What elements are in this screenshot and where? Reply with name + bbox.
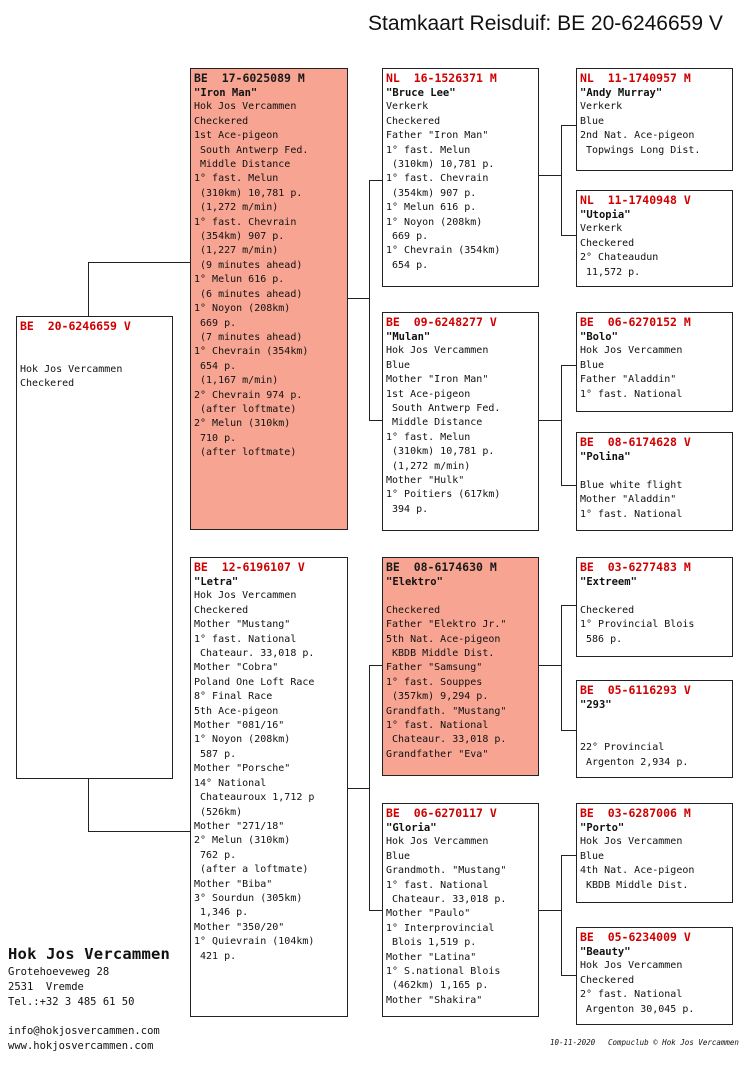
pigeon-name: "Letra"	[194, 576, 239, 588]
pedigree-line: South Antwerp Fed.	[194, 144, 309, 156]
pedigree-line: 654 p.	[386, 259, 429, 271]
ring-number: BE 20-6246659 V	[20, 319, 131, 333]
pedigree-line: 1° Noyon (208km)	[386, 216, 483, 228]
pedigree-line: Mother "Iron Man"	[386, 374, 489, 386]
pedigree-line: 2° Chevrain 974 p.	[194, 389, 303, 401]
pedigree-line: 1° Melun 616 p.	[386, 202, 477, 214]
pedigree-line: (1,227 m/min)	[194, 245, 279, 257]
pedigree-line: (1,167 m/min)	[194, 375, 279, 387]
pedigree-box-fmf	[576, 312, 733, 412]
ring-number: BE 03-6277483 M	[580, 560, 691, 574]
pedigree-line	[580, 464, 729, 478]
pedigree-line: Mother "Paulo"	[386, 908, 471, 920]
connector-mother-out	[347, 788, 369, 789]
connector-mm-out	[538, 910, 561, 911]
connector-mf-bottom	[561, 730, 577, 731]
pedigree-line: Checkered	[386, 604, 441, 616]
pedigree-line: (526km)	[194, 806, 243, 818]
pedigree-line: 1° Provincial Blois	[580, 619, 695, 631]
connector-mm-top	[561, 855, 577, 856]
pedigree-box-father	[190, 68, 348, 530]
pedigree-line: (310km) 10,781 p.	[194, 187, 303, 199]
ring-number: BE 08-6174630 M	[386, 560, 497, 574]
pedigree-box-mother-mother	[382, 803, 539, 1017]
pigeon-name: "Extreem"	[580, 576, 637, 588]
pedigree-line: (354km) 907 p.	[386, 187, 477, 199]
copyright-credit: Compuclub © Hok Jos Vercammen	[608, 1038, 739, 1047]
pedigree-line: Mother "350/20"	[194, 921, 285, 933]
pedigree-line: 1° fast. Chevrain	[386, 173, 489, 185]
pedigree-line: Hok Jos Vercammen	[580, 345, 683, 357]
pedigree-line: 2° Chateaudun	[580, 252, 659, 264]
pedigree-line: 1° Interprovincial	[386, 922, 495, 934]
pedigree-line: 1,346 p.	[194, 907, 249, 919]
pedigree-line: 394 p.	[386, 503, 429, 515]
pedigree-line: KBDB Middle Dist.	[386, 648, 495, 660]
pedigree-line: 2° fast. National	[580, 989, 683, 1001]
pigeon-name: "Gloria"	[386, 822, 437, 834]
connector-subject-to-mother	[88, 831, 191, 832]
email-link[interactable]: info@hokjosvercammen.com	[8, 1025, 160, 1037]
pedigree-line: Father "Elektro Jr."	[386, 619, 507, 631]
pigeon-name: "Bolo"	[580, 331, 618, 343]
connector-fm-out	[538, 420, 561, 421]
pedigree-line: 1° S.national Blois	[386, 966, 501, 978]
pedigree-line: 4th Nat. Ace-pigeon	[580, 865, 695, 877]
connector-father-out	[347, 298, 369, 299]
ring-number: BE 08-6174628 V	[580, 435, 691, 449]
pigeon-name	[20, 334, 169, 348]
pedigree-line: (1,272 m/min)	[386, 460, 471, 472]
pedigree-line: Checkered	[580, 237, 635, 249]
pedigree-line: KBDB Middle Dist.	[580, 879, 689, 891]
pigeon-name: "Iron Man"	[194, 87, 258, 99]
connector-ff-vertical	[561, 125, 562, 235]
pedigree-line: (310km) 10,781 p.	[386, 159, 495, 171]
pedigree-line: 1° fast. Souppes	[386, 676, 483, 688]
pedigree-box-subject	[16, 316, 173, 779]
pedigree-line: 587 p.	[194, 748, 237, 760]
loft-name: Hok Jos Vercammen	[8, 945, 171, 963]
pedigree-line	[580, 589, 729, 603]
connector-fm-top	[561, 365, 577, 366]
pedigree-line: Mother "Shakira"	[386, 994, 483, 1006]
address-street: Grotehoeveweg 28	[8, 966, 110, 978]
pedigree-line: Hok Jos Vercammen	[194, 590, 297, 602]
connector-subject-to-father	[88, 262, 191, 263]
pedigree-line: 1° fast. National	[194, 633, 297, 645]
pedigree-line: Checkered	[194, 115, 249, 127]
pigeon-name: "Utopia"	[580, 209, 631, 221]
pedigree-line: Mother "Latina"	[386, 951, 477, 963]
pedigree-line: Blue	[580, 850, 605, 862]
website-link[interactable]: www.hokjosvercammen.com	[8, 1040, 154, 1052]
connector-fm-vertical	[561, 365, 562, 485]
pedigree-line: 22° Provincial	[580, 742, 665, 754]
pedigree-line: 1° fast. Melun	[386, 431, 471, 443]
pedigree-line: Mother "Mustang"	[194, 619, 291, 631]
pedigree-line: 1° Noyon (208km)	[194, 303, 291, 315]
pedigree-line: Mother "Aladdin"	[580, 494, 677, 506]
pedigree-line: 421 p.	[194, 950, 237, 962]
pedigree-line: 14° National	[194, 777, 267, 789]
pedigree-line: Chateaur. 33,018 p.	[386, 894, 507, 906]
pedigree-line: (354km) 907 p.	[194, 231, 285, 243]
pedigree-box-mmm	[576, 927, 733, 1025]
pedigree-line: (9 minutes ahead)	[194, 259, 303, 271]
pedigree-line: (310km) 10,781 p.	[386, 446, 495, 458]
pedigree-line: 2° Melun (310km)	[194, 418, 291, 430]
pedigree-line: Verkerk	[580, 223, 623, 235]
pedigree-line: Mother "Porsche"	[194, 763, 291, 775]
pedigree-line: 1° Poitiers (617km)	[386, 489, 501, 501]
pedigree-line: Blois 1,519 p.	[386, 937, 477, 949]
pedigree-line: Hok Jos Vercammen	[386, 345, 489, 357]
pedigree-line: (after loftmate)	[194, 447, 297, 459]
pedigree-box-father-father	[382, 68, 539, 287]
pedigree-line: Hok Jos Vercammen	[580, 836, 683, 848]
connector-mother-top	[369, 665, 383, 666]
pedigree-box-ffm	[576, 190, 733, 287]
pedigree-line: 1° fast. Chevrain	[194, 216, 297, 228]
pedigree-line: Grandfath. "Mustang"	[386, 705, 507, 717]
pedigree-box-fff	[576, 68, 733, 171]
pedigree-line: 1° fast. Melun	[386, 144, 471, 156]
ring-number: NL 11-1740957 M	[580, 71, 691, 85]
pedigree-line: (357km) 9,294 p.	[386, 691, 489, 703]
pedigree-line: Middle Distance	[386, 417, 483, 429]
pedigree-line: Argenton 30,045 p.	[580, 1003, 695, 1015]
connector-mother-vertical	[369, 665, 370, 910]
connector-father-vertical	[369, 180, 370, 420]
pedigree-line	[386, 589, 535, 603]
phone-number: Tel.:+32 3 485 61 50	[8, 996, 135, 1008]
pedigree-line	[580, 712, 729, 726]
pedigree-line: 586 p.	[580, 633, 623, 645]
pigeon-name: "Elektro"	[386, 576, 443, 588]
pedigree-line: 762 p.	[194, 849, 237, 861]
pigeon-name: "293"	[580, 699, 612, 711]
pedigree-line: Mother "Cobra"	[194, 662, 279, 674]
pedigree-line: Hok Jos Vercammen	[580, 960, 683, 972]
pedigree-line: Middle Distance	[194, 159, 291, 171]
pedigree-line: (after loftmate)	[194, 403, 297, 415]
connector-fm-bottom	[561, 485, 577, 486]
pedigree-line: Blue white flight	[580, 479, 683, 491]
pedigree-line: Mother "Biba"	[194, 878, 273, 890]
connector-ff-out	[538, 175, 561, 176]
pedigree-line: 1° fast. National	[580, 388, 683, 400]
pedigree-line: 1° Noyon (208km)	[194, 734, 291, 746]
ring-number: BE 06-6270117 V	[386, 806, 497, 820]
connector-mf-out	[538, 665, 561, 666]
pedigree-line: (6 minutes ahead)	[194, 288, 303, 300]
pedigree-line: Verkerk	[386, 101, 429, 113]
pedigree-line: 1° Chevrain (354km)	[386, 245, 501, 257]
pedigree-line: 1° Chevrain (354km)	[194, 346, 309, 358]
connector-father-top	[369, 180, 383, 181]
pigeon-name: "Mulan"	[386, 331, 431, 343]
address-city: 2531 Vremde	[8, 981, 84, 993]
ring-number: BE 17-6025089 M	[194, 71, 305, 85]
ring-number: BE 09-6248277 V	[386, 315, 497, 329]
ring-number: NL 11-1740948 V	[580, 193, 691, 207]
pedigree-line: 1° fast. National	[386, 879, 489, 891]
pedigree-line: Hok Jos Vercammen	[386, 836, 489, 848]
pedigree-box-mfm	[576, 680, 733, 778]
pedigree-line: 1st Ace-pigeon	[386, 388, 471, 400]
pedigree-line: Verkerk	[580, 101, 623, 113]
pedigree-line: Blue	[580, 115, 605, 127]
pedigree-line: Poland One Loft Race	[194, 676, 315, 688]
pedigree-line: 669 p.	[194, 317, 237, 329]
pedigree-line: Chateaur. 33,018 p.	[194, 648, 315, 660]
connector-subject-vertical-low	[88, 778, 89, 832]
pedigree-line: Hok Jos Vercammen	[194, 101, 297, 113]
ring-number: BE 03-6287006 M	[580, 806, 691, 820]
pedigree-box-mother	[190, 557, 348, 1017]
pedigree-line: Chateaur. 33,018 p.	[386, 734, 507, 746]
pedigree-line: Blue	[386, 850, 411, 862]
pedigree-line: 11,572 p.	[580, 266, 641, 278]
pedigree-line: (after a loftmate)	[194, 864, 309, 876]
pedigree-box-mff	[576, 557, 733, 657]
pedigree-line: 669 p.	[386, 231, 429, 243]
pedigree-line: (7 minutes ahead)	[194, 331, 303, 343]
pedigree-line	[580, 727, 729, 741]
pedigree-box-mmf	[576, 803, 733, 903]
connector-father-bottom	[369, 420, 383, 421]
connector-mm-vertical	[561, 855, 562, 975]
pedigree-box-fmm	[576, 432, 733, 531]
connector-ff-bottom	[561, 235, 577, 236]
pedigree-line: Chateauroux 1,712 p	[194, 792, 315, 804]
pedigree-line: 1° fast. National	[386, 720, 489, 732]
pigeon-name: "Andy Murray"	[580, 87, 663, 99]
pedigree-line: Mother "081/16"	[194, 720, 285, 732]
ring-number: BE 06-6270152 M	[580, 315, 691, 329]
pigeon-name: "Bruce Lee"	[386, 87, 456, 99]
pedigree-line: 5th Ace-pigeon	[194, 705, 279, 717]
pedigree-line: Topwings Long Dist.	[580, 144, 701, 156]
pedigree-line: Father "Aladdin"	[580, 374, 677, 386]
connector-subject-vertical	[88, 262, 89, 316]
pedigree-line: South Antwerp Fed.	[386, 403, 501, 415]
pedigree-line: 2nd Nat. Ace-pigeon	[580, 130, 695, 142]
pedigree-line: Blue	[386, 359, 411, 371]
pedigree-line: Checkered	[386, 115, 441, 127]
connector-ff-top	[561, 125, 577, 126]
pedigree-line	[20, 348, 169, 362]
connector-mm-bottom	[561, 975, 577, 976]
pigeon-name: "Polina"	[580, 451, 631, 463]
pigeon-name: "Porto"	[580, 822, 625, 834]
ring-number: BE 05-6116293 V	[580, 683, 691, 697]
pedigree-line: Hok Jos Vercammen	[20, 363, 123, 375]
pedigree-line: (1,272 m/min)	[194, 202, 279, 214]
pedigree-line: Father "Samsung"	[386, 662, 483, 674]
pedigree-line: Checkered	[580, 604, 635, 616]
ring-number: BE 12-6196107 V	[194, 560, 305, 574]
pedigree-line: Checkered	[580, 974, 635, 986]
connector-mother-bottom	[369, 910, 383, 911]
pedigree-line: 1st Ace-pigeon	[194, 130, 279, 142]
pedigree-line: 1° fast. Melun	[194, 173, 279, 185]
pedigree-line: 654 p.	[194, 360, 237, 372]
pigeon-name: "Beauty"	[580, 946, 631, 958]
pedigree-line: Checkered	[20, 378, 75, 390]
connector-mf-top	[561, 605, 577, 606]
pedigree-line: Father "Iron Man"	[386, 130, 489, 142]
pedigree-line: Argenton 2,934 p.	[580, 756, 689, 768]
pedigree-line: 710 p.	[194, 432, 237, 444]
pedigree-line: 1° fast. National	[580, 508, 683, 520]
pedigree-line: 8° Final Race	[194, 691, 273, 703]
pedigree-line: Checkered	[194, 604, 249, 616]
page-title: Stamkaart Reisduif: BE 20-6246659 V	[368, 12, 723, 35]
ring-number: BE 05-6234009 V	[580, 930, 691, 944]
pedigree-line: 2° Melun (310km)	[194, 835, 291, 847]
connector-mf-vertical	[561, 605, 562, 730]
pedigree-line: Grandfather "Eva"	[386, 748, 489, 760]
pedigree-line: Mother "271/18"	[194, 820, 285, 832]
pedigree-line: Grandmoth. "Mustang"	[386, 865, 507, 877]
pedigree-line: Blue	[580, 359, 605, 371]
pedigree-line: 1° Melun 616 p.	[194, 274, 285, 286]
pedigree-line: (462km) 1,165 p.	[386, 980, 489, 992]
print-date: 10-11-2020	[550, 1038, 596, 1047]
ring-number: NL 16-1526371 M	[386, 71, 497, 85]
pedigree-box-father-mother	[382, 312, 539, 531]
pedigree-line: 1° Quievrain (104km)	[194, 936, 315, 948]
pedigree-box-mother-father	[382, 557, 539, 776]
pedigree-line: 3° Sourdun (305km)	[194, 892, 303, 904]
pedigree-line: Mother "Hulk"	[386, 475, 465, 487]
pedigree-line: 5th Nat. Ace-pigeon	[386, 633, 501, 645]
